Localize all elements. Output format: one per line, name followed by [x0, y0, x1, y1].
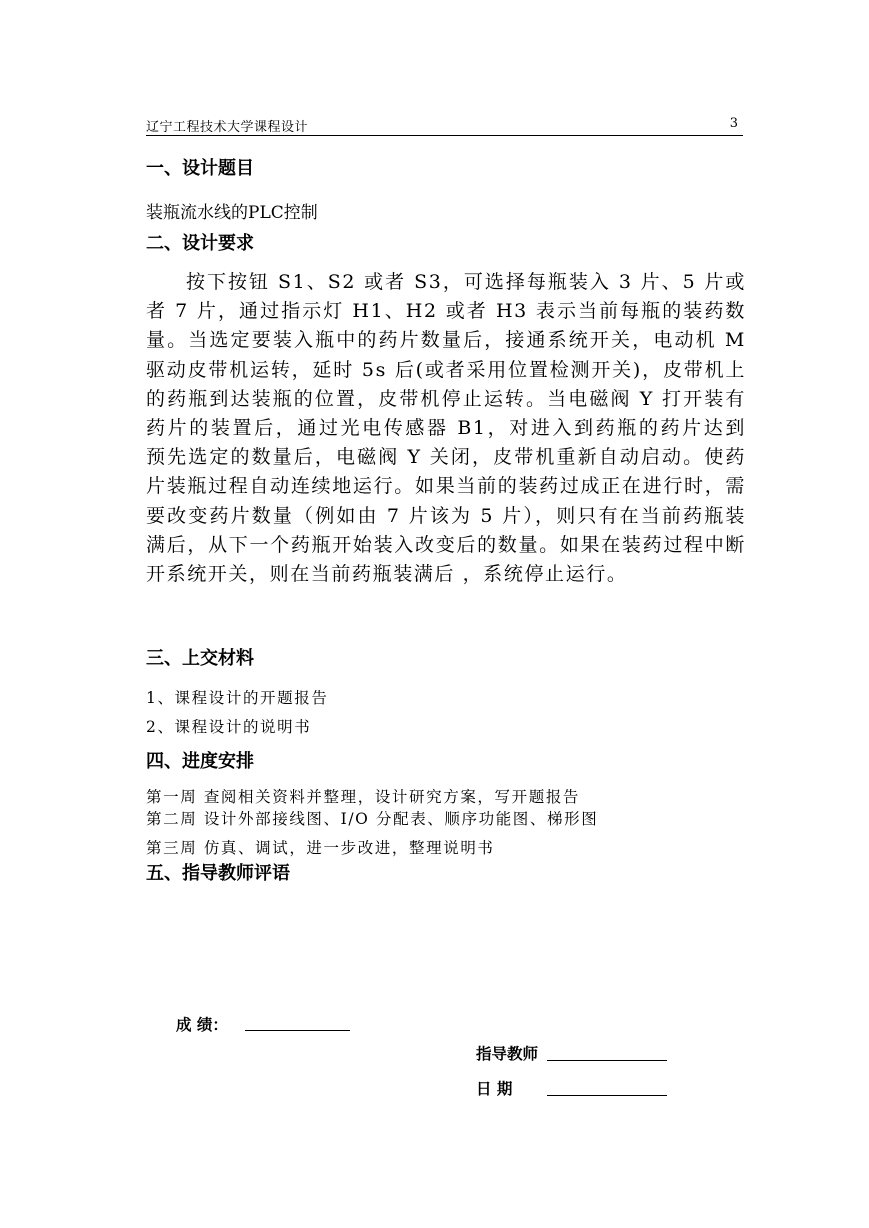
requirements-paragraph: 按下按钮 S1、S2 或者 S3，可选择每瓶装入 3 片、5 片或者 7 片，通过指示灯 H1、H2 或者 H3 表示当前每瓶的装药数量。当选定要装入瓶中的药片数量后，接通系统开关，电动机 M 驱动皮带机运转，延时 5s 后(或者采用位置检测开关)，皮带机上的药瓶到达装瓶的位置，皮带机停止运转。当电磁阀 Y 打开装有药片的装置后，通过光电传感器 B1，对进入到药瓶的药片达到 预先选定的数量后，电磁阀 Y 关闭，皮带机重新自动启动。使药片装瓶过程自动连续地运行。如果当前的装药过成正在进行时，需要改变药片数量（例如由 7 片该为 5 片），则只有在当前药瓶装满后，从下一个药瓶开始装入改变后的数量。如果在装药过程中断开系统开关，则在当前药瓶装满后 ，系统停止运行。 [146, 271, 746, 586]
topic-heading: 一、设计题目 [146, 158, 254, 179]
schedule-week-1: 第一周 查阅相关资料并整理，设计研究方案，写开题报告 [146, 788, 581, 806]
teacher-label: 指导教师 [476, 1045, 539, 1063]
materials-item-2: 2、课程设计的说明书 [146, 718, 312, 736]
schedule-week-3: 第三周 仿真、调试，进一步改进，整理说明书 [146, 839, 495, 857]
teacher-underline [547, 1060, 667, 1061]
requirements-heading: 二、设计要求 [146, 233, 254, 254]
page-header [146, 115, 743, 136]
grade-label: 成 绩： [176, 1016, 228, 1034]
schedule-heading: 四、进度安排 [146, 751, 254, 772]
topic-text: 装瓶流水线的PLC控制 [146, 203, 318, 223]
header-school-name: 辽宁工程技术大学课程设计 [146, 120, 309, 135]
schedule-week-2: 第二周 设计外部接线图、I/O 分配表、顺序功能图、梯形图 [146, 810, 599, 828]
materials-item-1: 1、课程设计的开题报告 [146, 689, 329, 707]
grade-underline [245, 1030, 350, 1031]
date-label: 日 期 [476, 1080, 513, 1098]
comments-heading: 五、指导教师评语 [146, 863, 290, 884]
date-underline [547, 1095, 667, 1096]
materials-heading: 三、上交材料 [146, 648, 254, 669]
page-number: 3 [729, 116, 738, 131]
